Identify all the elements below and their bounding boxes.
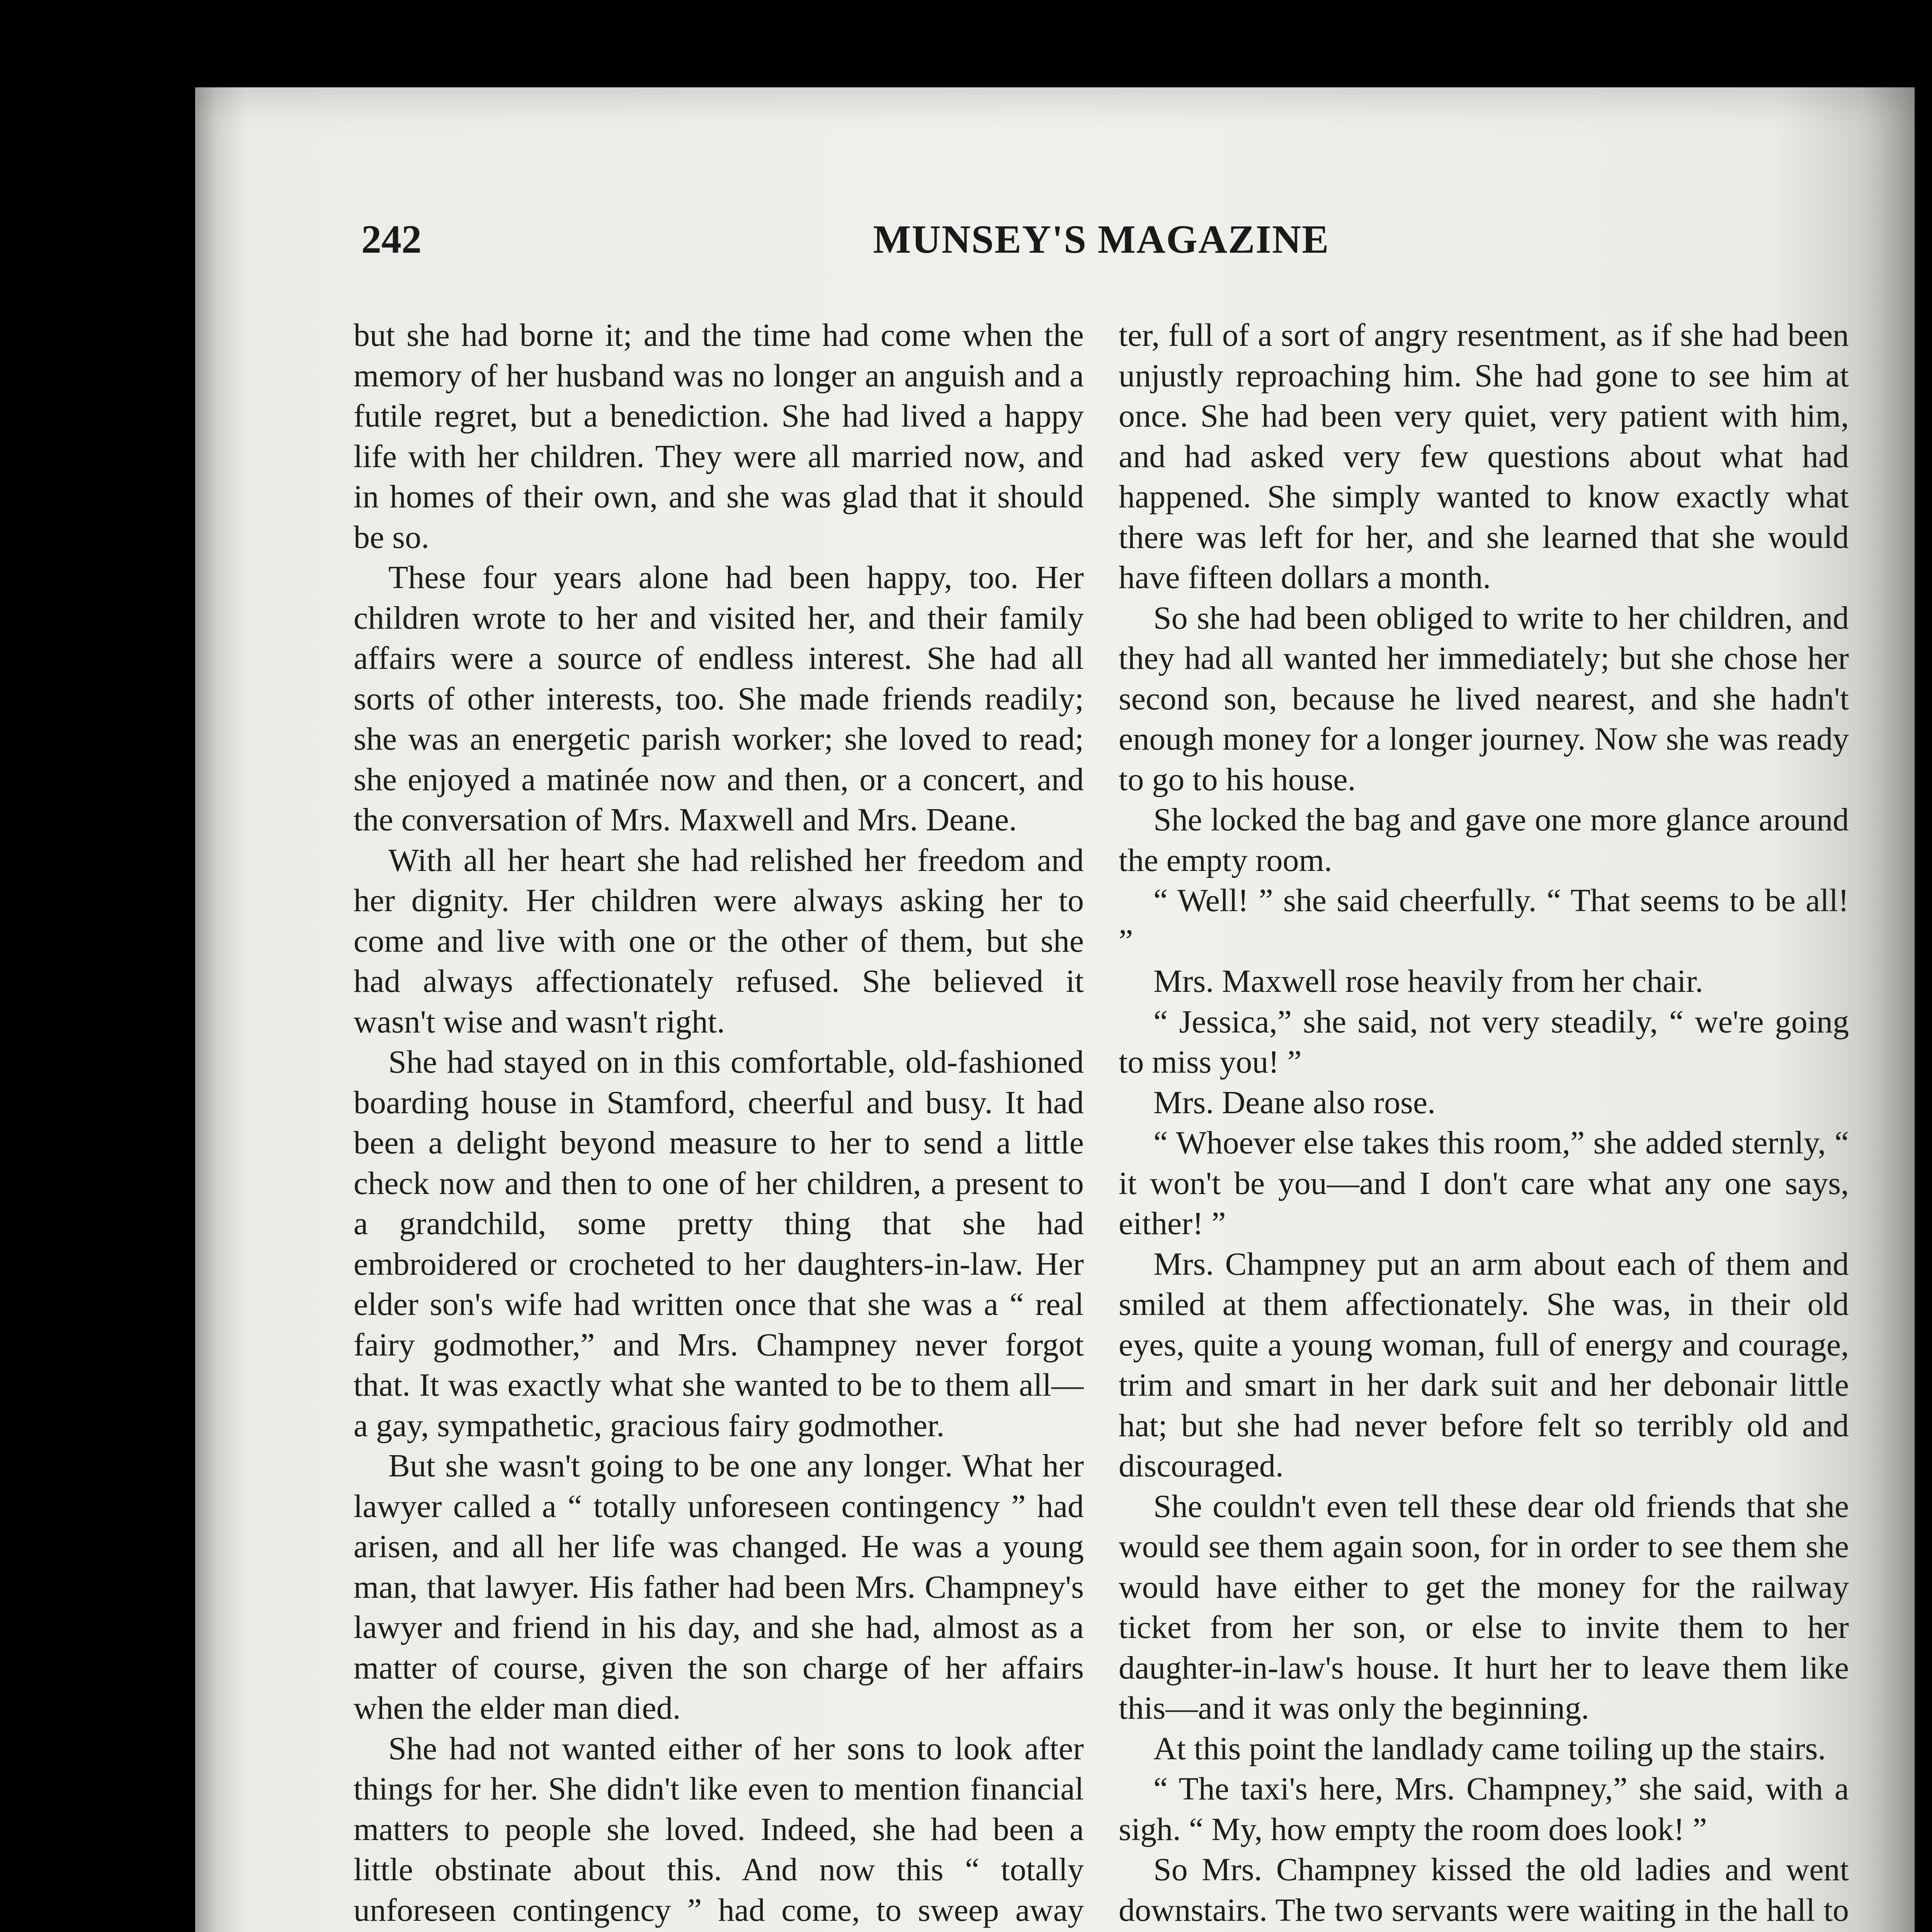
- paragraph: Mrs. Deane also rose.: [1153, 1084, 1436, 1121]
- paragraph: So Mrs. Champney kissed the old ladies and went downstairs. The two servants were waiting in the hall to: [1119, 1852, 1849, 1928]
- paragraph: She locked the bag and gave one more glance around the empty room.: [1119, 802, 1849, 878]
- magazine-page: [195, 87, 1915, 1932]
- text-column-right: [1119, 315, 1849, 1932]
- paragraph: “ Whoever else takes this room,” she added sternly, “ it won't be you—and I don't care what any one says, either! ”: [1119, 1125, 1849, 1242]
- paragraph: So she had been obliged to write to her children, and they had all wanted her immediately; but she chose her second son, because he lived nearest, and she hadn't enough money for a longer journey. Now she was ready to go to his house.: [1119, 600, 1849, 798]
- paragraph: “ Jessica,” she said, not very steadily, “ we're going to miss you! ”: [1119, 1003, 1849, 1080]
- page-header: [361, 216, 1841, 286]
- paragraph: She had stayed on in this comfortable, old-fashioned boarding house in Stamford, cheerful and busy. It had been a delight beyond measure to her to send a little check now and then to one of her children, a present to a grandchild, some pretty thing that she had embroidered or crocheted to her daughters-in-law. Her elder son's wife had written once that she was a “ real fairy godmother,” and Mrs. Champney never forgot that. It was exactly what she wanted to be to them all—a gay, sympathetic, gracious fairy godmother.: [354, 1044, 1084, 1444]
- paragraph: ter, full of a sort of angry resentment, as if she had been unjustly reproaching him. She had gone to see him at once. She had been very quiet, very patient with him, and had asked very few questions about what had happened. She simply wanted to know exactly what there was left for her, and she learned that she would have fifteen dollars a month.: [1119, 317, 1849, 595]
- paragraph: Mrs. Maxwell rose heavily from her chair.: [1153, 963, 1703, 999]
- paragraph: “ Well! ” she said cheerfully. “ That seems to be all! ”: [1119, 883, 1849, 959]
- paragraph: She had not wanted either of her sons to look after things for her. She didn't like even to mention financial matters to people she loved. Indeed, she had been a little obstinate about this. And now this “ totally unforeseen contingency ” had come, to sweep away: [354, 1730, 1084, 1928]
- paragraph: She couldn't even tell these dear old friends that she would see them again soon, for in order to see them she would have either to get the money for the railway ticket from her son, or else to invite them to her daughter-in-law's house. It hurt her to leave them like this—and it was only the beginning.: [1119, 1488, 1849, 1726]
- paragraph: With all her heart she had relished her freedom and her dignity. Her children were always asking her to come and live with one or the other of them, but she had always affectionately refused. She believed it wasn't wise and wasn't right.: [354, 842, 1084, 1040]
- running-title: MUNSEY'S MAGAZINE: [873, 217, 1330, 262]
- paragraph: These four years alone had been happy, too. Her children wrote to her and visited her, and their family affairs were a source of endless interest. She had all sorts of other interests, too. She made friends readily; she was an energetic parish worker; she loved to read; she enjoyed a matinée now and then, or a concert, and the conversation of Mrs. Maxwell and Mrs. Deane.: [354, 560, 1084, 838]
- paragraph: But she wasn't going to be one any longer. What her lawyer called a “ totally unforeseen contingency ” had arisen, and all her life was changed. He was a young man, that lawyer. His father had been Mrs. Champney's lawyer and friend in his day, and she had, almost as a matter of course, given the son charge of her affairs when the elder man died.: [354, 1448, 1084, 1726]
- paragraph: Mrs. Champney put an arm about each of them and smiled at them affectionately. She was, in their old eyes, quite a young woman, full of energy and courage, trim and smart in her dark suit and her debonair little hat; but she had never before felt so terribly old and discouraged.: [1119, 1246, 1849, 1484]
- paragraph: “ The taxi's here, Mrs. Champney,” she said, with a sigh. “ My, how empty the room does look! ”: [1119, 1771, 1849, 1847]
- page-number: 242: [361, 217, 422, 262]
- paragraph: At this point the landlady came toiling up the stairs.: [1153, 1730, 1826, 1767]
- paragraph: but she had borne it; and the time had come when the memory of her husband was no longer an anguish and a futile regret, but a benediction. She had lived a happy life with her children. They were all married now, and in homes of their own, and she was glad that it should be so.: [354, 317, 1084, 555]
- text-column-left: [354, 315, 1084, 1932]
